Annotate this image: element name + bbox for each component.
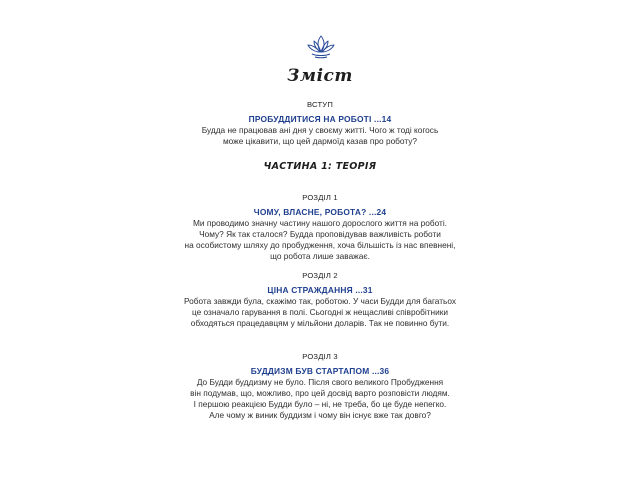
toc-entry-chapter-1 [0, 192, 640, 262]
part-heading: ЧАСТИНА 1: ТЕОРІЯ [263, 161, 377, 172]
chapter-line: Але чому ж виник буддизм і чому він існує вже так довго? [209, 410, 431, 420]
intro-line: може цікавити, що цей дармоїд казав про роботу? [222, 136, 418, 146]
intro-line: Будда не працював ані дня у своєму житті. Чого ж тоді когось [201, 125, 439, 135]
chapter-line: це означало гарування в полі. Сьогодні ж нещасливі співробітники [191, 307, 449, 317]
chapter-line: Робота завжди була, скажімо так, роботою. У часи Будди для багатьох [183, 296, 457, 306]
chapter-line: що робота лише заважає. [270, 251, 370, 261]
toc-entry-chapter-2 [0, 270, 640, 329]
chapter-line: До Будди буддизму не було. Після свого великого Пробудження [196, 377, 444, 387]
intro-description [0, 125, 640, 147]
chapter-label: РОЗДІЛ 3 [302, 352, 338, 361]
chapter-line: він подумав, що, можливо, про цей досвід варто розповісти людям. [190, 388, 450, 398]
lotus-icon [306, 34, 336, 60]
chapter-line: Чому? Як так сталося? Будда проповідував важливість роботи [199, 229, 441, 239]
chapter-line: обходяться працедавцям у мільйони доларів. Так не повинно бути. [190, 318, 450, 328]
intro-heading[interactable]: ПРОБУДДИТИСЯ НА РОБОТІ ...14 [248, 114, 392, 124]
chapter-heading[interactable]: ЧОМУ, ВЛАСНЕ, РОБОТА? ...24 [253, 207, 387, 217]
chapter-heading[interactable]: ЦІНА СТРАЖДАННЯ ...31 [267, 285, 373, 295]
chapter-line: І першою реакцією Будди було – ні, не треба, бо це буде непегко. [193, 399, 447, 409]
toc-entry-chapter-3 [0, 351, 640, 421]
chapter-line: на особистому шляху до пробудження, хоча більшість із нас впевнені, [184, 240, 456, 250]
chapter-description [0, 296, 640, 329]
toc-entry-intro [0, 99, 640, 147]
chapter-line: Ми проводимо значну частину нашого дорослого життя на роботі. [193, 218, 447, 228]
chapter-description [0, 218, 640, 262]
chapter-label: РОЗДІЛ 1 [302, 193, 338, 202]
toc-title: Зміст [287, 66, 353, 86]
chapter-label: РОЗДІЛ 2 [302, 271, 338, 280]
chapter-description [0, 377, 640, 421]
intro-label: ВСТУП [307, 100, 333, 109]
chapter-heading[interactable]: БУДДИЗМ БУВ СТАРТАПОМ ...36 [250, 366, 390, 376]
